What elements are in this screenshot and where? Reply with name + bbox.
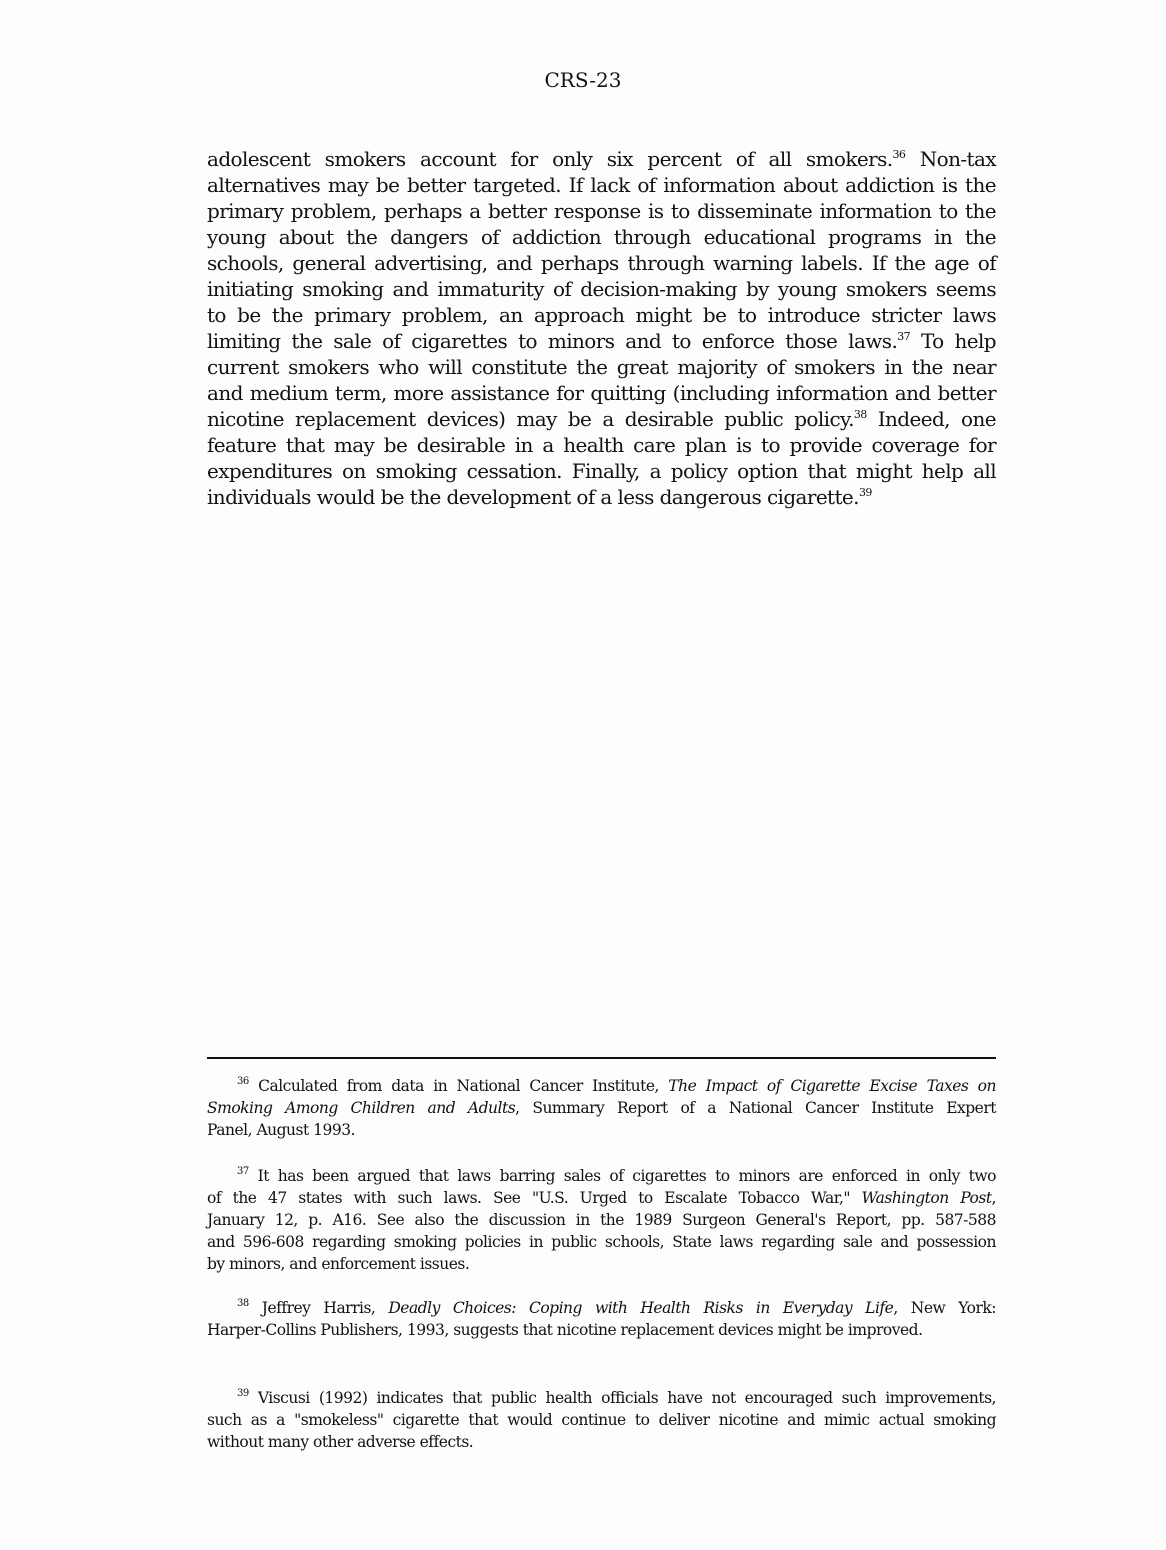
citation-title: Washington Post: [861, 1189, 992, 1207]
citation-title: Smoking Among Children and Adults: [207, 1099, 516, 1117]
text-run: schools, general advertising, and perhaps through warning labels. If the age of: [207, 251, 996, 275]
text-run: nicotine replacement devices) may be a desirable public policy.: [207, 407, 854, 431]
text-run: individuals would be the development of a less dangerous cigarette.: [207, 485, 859, 509]
footnote-divider: [207, 1057, 996, 1059]
footnote-line: [207, 1187, 996, 1209]
body-line: [207, 146, 996, 172]
body-line: [207, 224, 996, 250]
text-run: alternatives may be better targeted. If lack of information about addiction is the: [207, 173, 996, 197]
text-run: Jeffrey Harris,: [248, 1299, 389, 1317]
body-line: [207, 302, 996, 328]
page-header: CRS-23: [544, 68, 622, 92]
footnote-line: [207, 1409, 996, 1431]
footnote-line: [207, 1097, 996, 1119]
text-run: by minors, and enforcement issues.: [207, 1255, 470, 1273]
text-run: Viscusi (1992) indicates that public health officials have not encouraged such improvements,: [248, 1389, 996, 1407]
text-run: young about the dangers of addiction through educational programs in the: [207, 225, 996, 249]
footnote-reference[interactable]: 39: [237, 1388, 249, 1399]
body-line: [207, 354, 996, 380]
body-line: [207, 380, 996, 406]
text-run: ,: [991, 1189, 996, 1207]
text-run: expenditures on smoking cessation. Finally, a policy option that might help all: [207, 459, 996, 483]
text-run: Panel, August 1993.: [207, 1121, 356, 1139]
body-line: [207, 198, 996, 224]
footnote-line: [237, 1075, 996, 1097]
footnote-line: [207, 1319, 996, 1341]
text-run: and 596-608 regarding smoking policies in public schools, State laws regarding sale and possession: [207, 1233, 996, 1251]
footnote-line: [237, 1165, 996, 1187]
text-run: adolescent smokers account for only six percent of all smokers.: [207, 147, 893, 171]
footnote-line: [207, 1119, 996, 1141]
footnote-reference[interactable]: 36: [892, 148, 906, 161]
text-run: Indeed, one: [866, 407, 996, 431]
body-line: [207, 484, 996, 510]
text-run: primary problem, perhaps a better response is to disseminate information to the: [207, 199, 996, 223]
citation-title: Deadly Choices: Coping with Health Risks in Everyday Life: [388, 1299, 894, 1317]
text-run: To help: [910, 329, 996, 353]
footnote-line: [207, 1231, 996, 1253]
text-run: Harper-Collins Publishers, 1993, suggests that nicotine replacement devices might be improved.: [207, 1321, 923, 1339]
text-run: feature that may be desirable in a health care plan is to provide coverage for: [207, 433, 996, 457]
footnote-reference[interactable]: 38: [237, 1298, 249, 1309]
text-run: such as a "smokeless" cigarette that would continue to deliver nicotine and mimic actual smoking: [207, 1411, 996, 1429]
footnote-line: [237, 1297, 996, 1319]
body-line: [207, 458, 996, 484]
body-line: [207, 172, 996, 198]
body-line: [207, 250, 996, 276]
footnote-line: [237, 1387, 996, 1409]
body-line: [207, 432, 996, 458]
text-run: of the 47 states with such laws. See "U.S. Urged to Escalate Tobacco War,": [207, 1189, 862, 1207]
footnote-line: [207, 1253, 996, 1275]
footnote-reference[interactable]: 36: [237, 1076, 249, 1087]
text-run: It has been argued that laws barring sales of cigarettes to minors are enforced in only two: [248, 1167, 996, 1185]
text-run: without many other adverse effects.: [207, 1433, 474, 1451]
text-run: , New York:: [893, 1299, 996, 1317]
text-run: and medium term, more assistance for quitting (including information and better: [207, 381, 996, 405]
footnote-line: [207, 1431, 996, 1453]
body-line: [207, 276, 996, 302]
body-line: [207, 406, 996, 432]
text-run: limiting the sale of cigarettes to minors and to enforce those laws.: [207, 329, 898, 353]
footnote-reference[interactable]: 37: [237, 1166, 249, 1177]
text-run: Calculated from data in National Cancer Institute,: [248, 1077, 669, 1095]
text-run: , Summary Report of a National Cancer Institute Expert: [515, 1099, 996, 1117]
footnote-reference[interactable]: 39: [858, 486, 872, 499]
citation-title: The Impact of Cigarette Excise Taxes on: [668, 1077, 996, 1095]
footnote-reference[interactable]: 37: [897, 330, 911, 343]
text-run: initiating smoking and immaturity of decision-making by young smokers seems: [207, 277, 996, 301]
text-run: Non-tax: [905, 147, 996, 171]
text-run: to be the primary problem, an approach might be to introduce stricter laws: [207, 303, 996, 327]
footnote-line: [207, 1209, 996, 1231]
text-run: January 12, p. A16. See also the discussion in the 1989 Surgeon General's Report, pp. 587-588: [207, 1211, 996, 1229]
text-run: current smokers who will constitute the great majority of smokers in the near: [207, 355, 996, 379]
footnote-reference[interactable]: 38: [853, 408, 867, 421]
body-line: [207, 328, 996, 354]
